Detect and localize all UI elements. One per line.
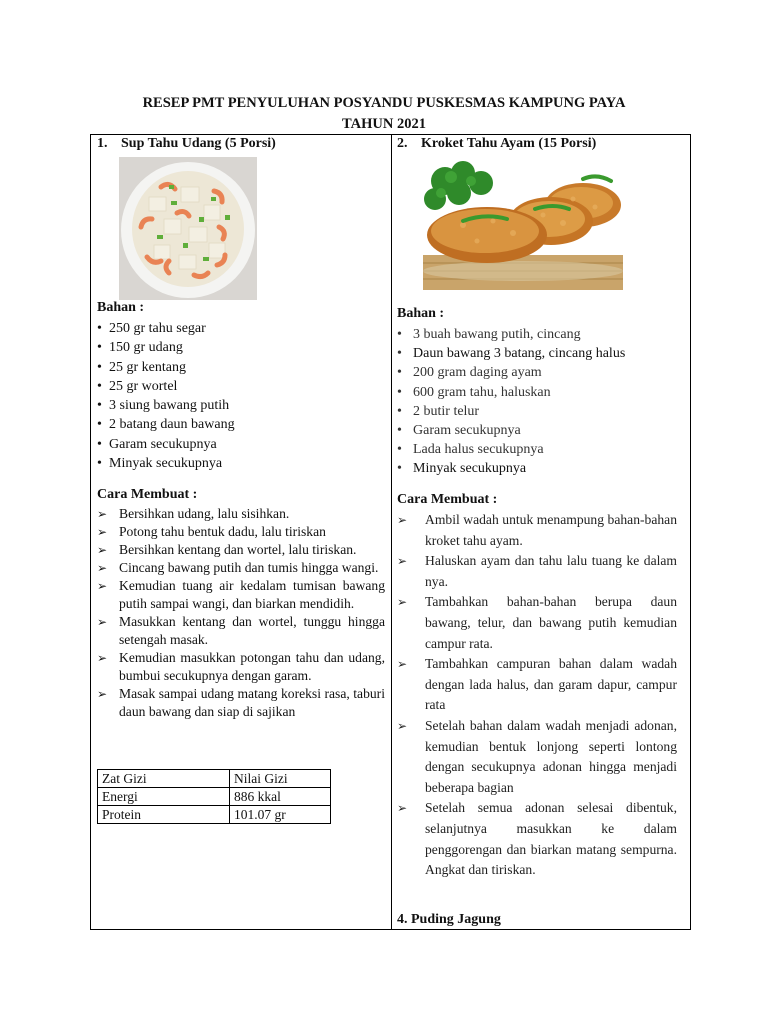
- recipe2-heading: [397, 136, 596, 152]
- list-item: • Daun bawang 3 batang, cincang halus: [397, 346, 626, 362]
- bullet-icon: •: [97, 321, 102, 336]
- sup-tahu-udang-photo: [119, 157, 257, 300]
- recipe2-bahan-list: [397, 325, 625, 479]
- document-title: [0, 93, 768, 135]
- table-cell: Energi: [98, 788, 230, 806]
- recipe1-cara-list: [97, 505, 385, 721]
- recipe1-bahan-label: Bahan :: [97, 300, 145, 315]
- bullet-icon: •: [397, 461, 402, 477]
- bullet-icon: •: [397, 327, 402, 342]
- table-cell: 886 kkal: [230, 788, 331, 806]
- document-title-line2: TAHUN 2021: [342, 116, 426, 132]
- arrow-bullet-icon: ➢: [397, 554, 408, 569]
- recipe2-name: Kroket Tahu Ayam (15 Porsi): [421, 136, 597, 151]
- recipe2-number: 2.: [397, 136, 408, 151]
- bullet-icon: •: [397, 384, 402, 400]
- arrow-bullet-icon: ➢: [97, 651, 108, 665]
- list-item: • 2 butir telur: [397, 403, 480, 419]
- table-cell: Nilai Gizi: [230, 770, 331, 788]
- list-item: ➢ Ambil wadah untuk menampung bahan-bahan kroket tahu ayam.: [397, 512, 677, 548]
- arrow-bullet-icon: ➢: [397, 718, 408, 733]
- recipe4-label: 4. Puding Jagung: [397, 912, 501, 927]
- table-row: [98, 788, 331, 806]
- recipe1-cara-label: Cara Membuat :: [97, 487, 198, 502]
- list-item: ➢ Setelah bahan dalam wadah menjadi adonan, kemudian bentuk lonjong seperti lontong dengan secukupnya adonan hingga menjadi beberapa bagian: [397, 717, 677, 795]
- recipe2-cara-label: Cara Membuat :: [397, 492, 498, 507]
- list-item: ➢ Bersihkan udang, lalu sisihkan.: [97, 506, 290, 521]
- list-item: ➢ Tambahkan campuran bahan dalam wadah dengan lada halus, dan garam dapur, campur rata: [397, 656, 677, 713]
- bullet-icon: •: [397, 442, 402, 458]
- arrow-bullet-icon: ➢: [397, 595, 408, 610]
- recipe1-name: Sup Tahu Udang (5 Porsi): [121, 136, 276, 151]
- arrow-bullet-icon: ➢: [97, 687, 108, 701]
- bullet-icon: •: [97, 436, 102, 452]
- list-item: • Minyak secukupnya: [397, 461, 527, 477]
- list-item: • 3 siung bawang putih: [97, 398, 230, 414]
- list-item: ➢ Potong tahu bentuk dadu, lalu tiriskan: [97, 524, 326, 539]
- recipe-table: [90, 134, 691, 930]
- list-item: ➢ Tambahkan bahan-bahan berupa daun bawang, telur, dan bawang putih kemudian campur rata.: [397, 594, 677, 651]
- list-item: • 25 gr kentang: [97, 359, 186, 375]
- list-item: • 250 gr tahu segar: [97, 321, 206, 336]
- bullet-icon: •: [97, 398, 102, 414]
- document-title-line1: RESEP PMT PENYULUHAN POSYANDU PUSKESMAS KAMPUNG PAYA: [142, 95, 626, 111]
- table-cell: Protein: [98, 806, 230, 824]
- list-item: ➢ Setelah semua adonan selesai dibentuk, selanjutnya masukkan ke dalam penggorengan dan biarkan matang sempurna. Angkat dan tiriskan.: [397, 800, 677, 878]
- arrow-bullet-icon: ➢: [97, 615, 108, 629]
- bullet-icon: •: [397, 403, 402, 419]
- bullet-icon: •: [97, 417, 102, 433]
- list-item: • Minyak secukupnya: [97, 456, 223, 472]
- bullet-icon: •: [397, 365, 402, 381]
- bullet-icon: •: [97, 340, 102, 356]
- bullet-icon: •: [97, 359, 102, 375]
- arrow-bullet-icon: ➢: [97, 543, 108, 557]
- bullet-icon: •: [97, 456, 102, 472]
- list-item: • 150 gr udang: [97, 340, 183, 356]
- list-item: • 600 gram tahu, haluskan: [397, 384, 551, 400]
- recipe2-cara-list: [397, 510, 677, 881]
- table-row: [98, 806, 331, 824]
- list-item: ➢ Masak sampai udang matang koreksi rasa, taburi daun bawang dan siap di sajikan: [97, 686, 385, 719]
- nutrition-table: [97, 769, 331, 824]
- arrow-bullet-icon: ➢: [97, 507, 108, 521]
- recipe1-heading: [97, 136, 276, 152]
- arrow-bullet-icon: ➢: [397, 513, 408, 527]
- arrow-bullet-icon: ➢: [97, 525, 108, 539]
- table-row: [98, 770, 331, 788]
- recipe2-bahan-label: Bahan :: [397, 306, 445, 321]
- list-item: ➢ Masukkan kentang dan wortel, tunggu hingga setengah masak.: [97, 614, 385, 647]
- list-item: • Garam secukupnya: [397, 422, 521, 438]
- bullet-icon: •: [97, 378, 102, 394]
- kroket-tahu-ayam-photo: [423, 159, 623, 290]
- list-item: • Lada halus secukupnya: [397, 442, 544, 458]
- list-item: ➢ Kemudian masukkan potongan tahu dan udang, bumbui secukupnya dengan garam.: [97, 650, 385, 683]
- arrow-bullet-icon: ➢: [97, 579, 108, 593]
- list-item: • 3 buah bawang putih, cincang: [397, 327, 581, 342]
- list-item: ➢ Bersihkan kentang dan wortel, lalu tiriskan.: [97, 542, 357, 557]
- arrow-bullet-icon: ➢: [397, 657, 408, 672]
- list-item: • 200 gram daging ayam: [397, 365, 542, 381]
- list-item: • Garam secukupnya: [97, 436, 217, 452]
- column-divider: [391, 135, 392, 929]
- table-cell: 101.07 gr: [230, 806, 331, 824]
- recipe1-bahan-list: [97, 319, 235, 473]
- list-item: ➢ Haluskan ayam dan tahu lalu tuang ke dalam nya.: [397, 553, 677, 589]
- list-item: ➢ Kemudian tuang air kedalam tumisan bawang putih sampai wangi, dan biarkan mendidih.: [97, 578, 385, 611]
- bullet-icon: •: [397, 422, 402, 438]
- recipe1-number: 1.: [97, 136, 108, 151]
- list-item: ➢ Cincang bawang putih dan tumis hingga wangi.: [97, 560, 379, 575]
- table-cell: Zat Gizi: [98, 770, 230, 788]
- list-item: • 2 batang daun bawang: [97, 417, 235, 433]
- bullet-icon: •: [397, 346, 402, 362]
- arrow-bullet-icon: ➢: [97, 561, 108, 575]
- arrow-bullet-icon: ➢: [397, 801, 408, 816]
- list-item: • 25 gr wortel: [97, 378, 178, 394]
